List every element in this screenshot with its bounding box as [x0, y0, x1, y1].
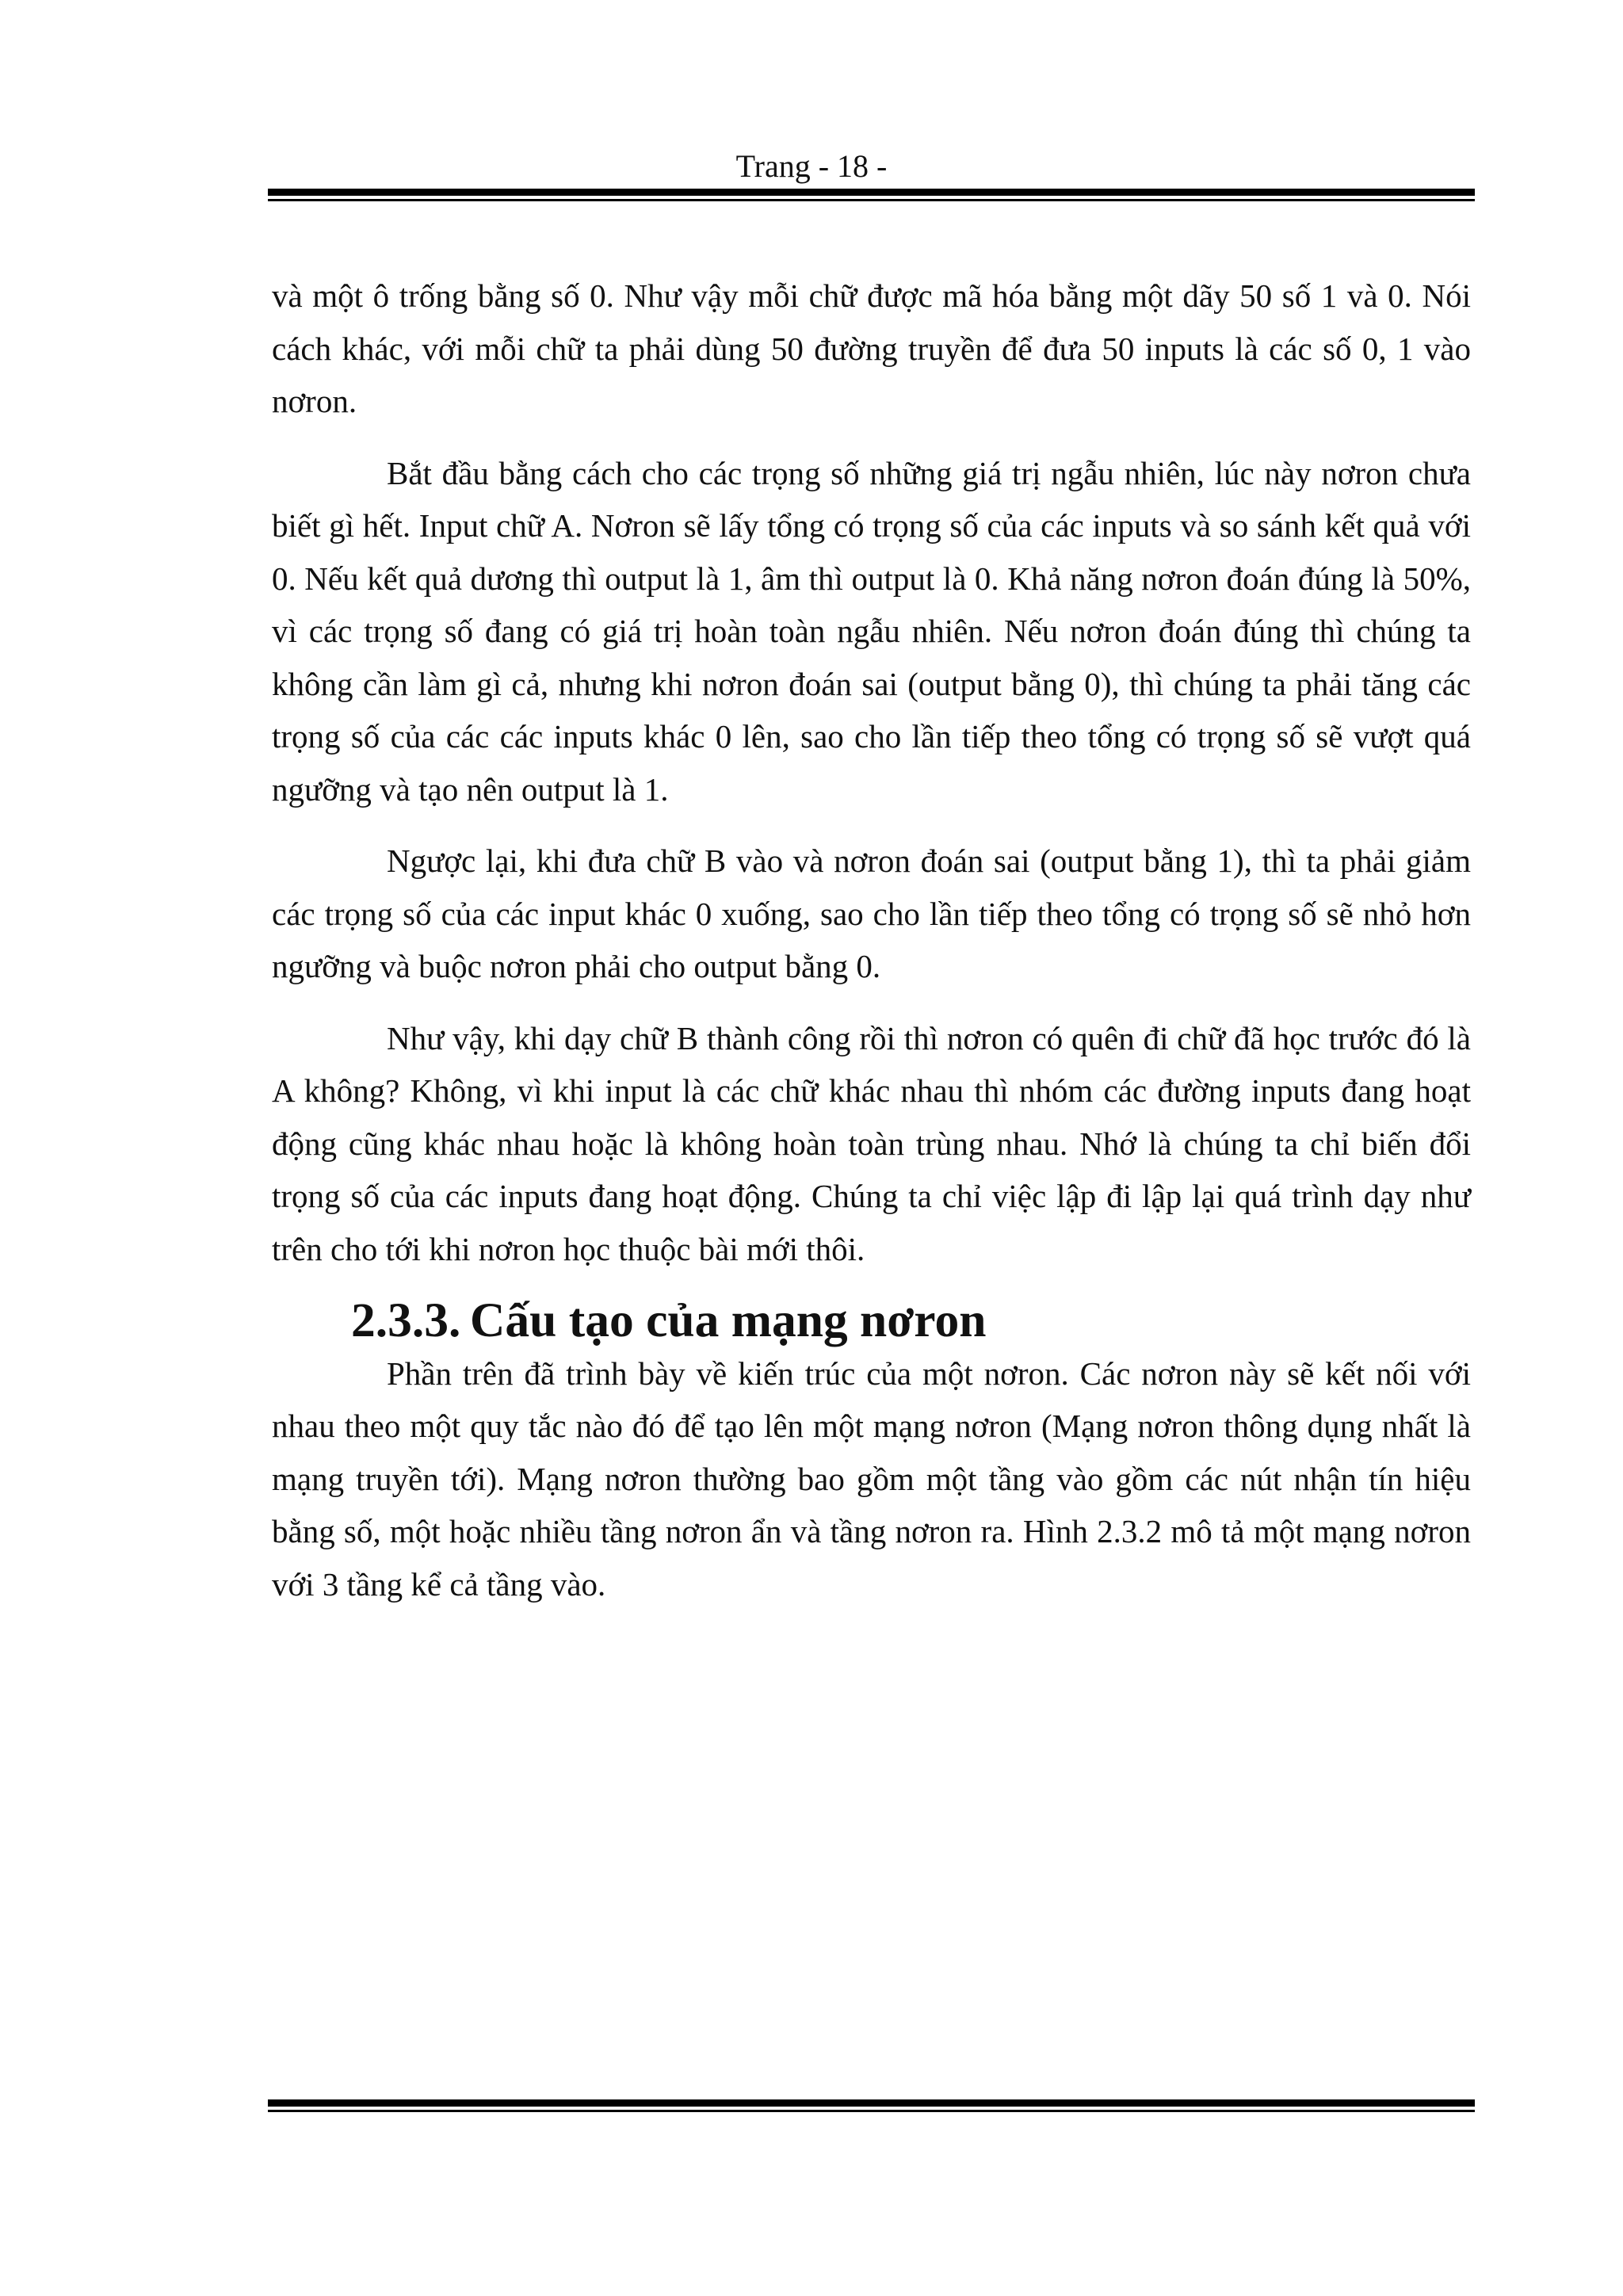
section-title: Cấu tạo của mạng nơron [470, 1293, 987, 1347]
paragraph-forgetting: Như vậy, khi dạy chữ B thành công rồi thì nơron có quên đi chữ đã học trước đó là A không? Không, vì khi input là các chữ khác nhau thì nhóm các đường inputs đang hoạt động cũng khác nhau hoặc là không hoàn toàn trùng nhau. Nhớ là chúng ta chỉ biến đổi trọng số của các inputs đang hoạt động. Chúng ta chỉ việc lập đi lập lại quá trình dạy như trên cho tới khi nơron học thuộc bài mới thôi. [272, 1019, 1471, 1267]
page-number-header: Trang - 18 - [735, 148, 888, 184]
paragraph-random-weights: Bắt đầu bằng cách cho các trọng số những giá trị ngẫu nhiên, lúc này nơron chưa biết gì hết. Input chữ A. Nơron sẽ lấy tổng có trọng số của các inputs và so sánh kết quả với 0. Nếu kết quả dương thì output là 1, âm thì output là 0. Khả năng nơron đoán đúng là 50%, vì các trọng số đang có giá trị hoàn toàn ngẫu nhiên. Nếu nơron đoán đúng thì chúng ta không cần làm gì cả, nhưng khi nơron đoán sai (output bằng 0), thì chúng ta phải tăng các trọng số của các các inputs khác 0 lên, sao cho lần tiếp theo tổng có trọng số sẽ vượt quá ngưỡng và tạo nên output là 1. [272, 454, 1471, 808]
footer-divider-thick-line [268, 2099, 1475, 2107]
paragraph-letter-b: Ngược lại, khi đưa chữ B vào và nơron đoán sai (output bằng 1), thì ta phải giảm các trọng số của các input khác 0 xuống, sao cho lần tiếp theo tổng có trọng số sẽ nhỏ hơn ngưỡng và buộc nơron phải cho output bằng 0. [272, 842, 1471, 984]
page-body [272, 269, 1471, 1629]
paragraph-network-structure: Phần trên đã trình bày về kiến trúc của một nơron. Các nơron này sẽ kết nối với nhau theo một quy tắc nào đó để tạo lên một mạng nơron (Mạng nơron thông dụng nhất là mạng truyền tới). Mạng nơron thường bao gồm một tầng vào gồm các nút nhận tín hiệu bằng số, một hoặc nhiều tầng nơron ẩn và tầng nơron ra. Hình 2.3.2 mô tả một mạng nơron với 3 tầng kể cả tầng vào. [272, 1354, 1471, 1603]
footer-divider-thin-line [268, 2110, 1475, 2112]
footer-divider [268, 2099, 1475, 2112]
header-divider-thick-line [268, 189, 1475, 196]
section-heading [272, 1294, 1471, 1347]
section-number: 2.3.3. [351, 1293, 461, 1347]
paragraph-continuation: và một ô trống bằng số 0. Như vậy mỗi chữ được mã hóa bằng một dãy 50 số 1 và 0. Nói cách khác, với mỗi chữ ta phải dùng 50 đường truyền để đưa 50 inputs là các số 0, 1 vào nơron. [272, 277, 1471, 419]
header-divider-thin-line [268, 199, 1475, 201]
header-divider [268, 189, 1475, 201]
